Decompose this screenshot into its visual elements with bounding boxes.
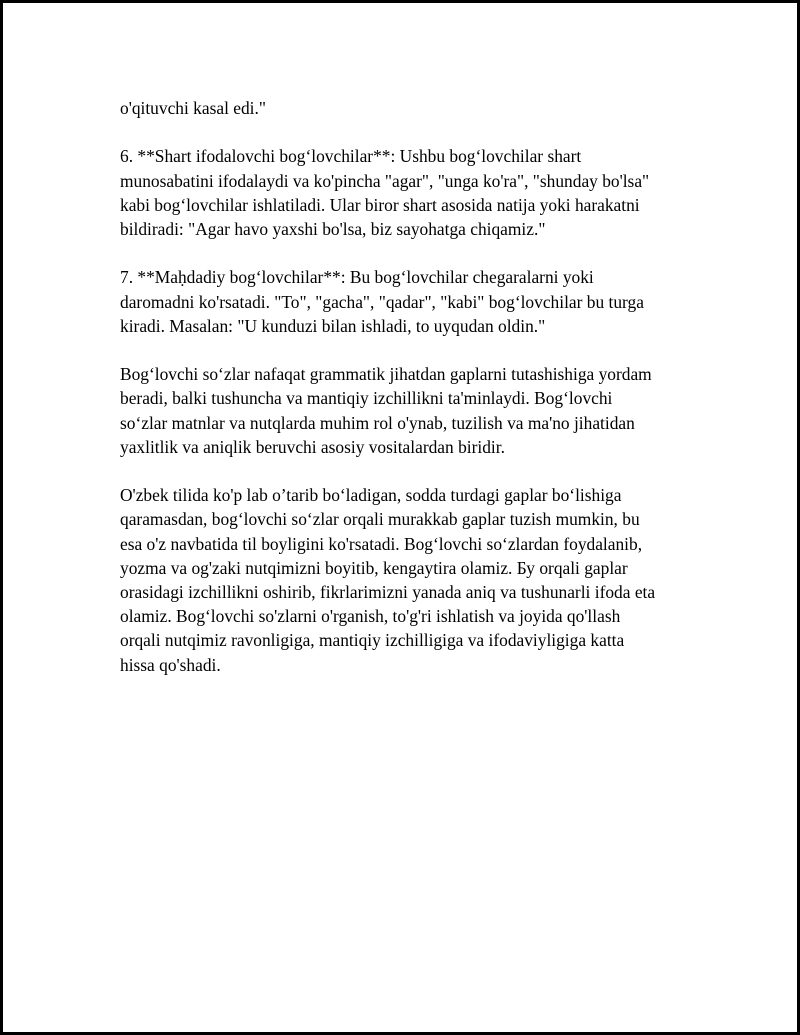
text-line: orasidagi izchillikni oshirib, fikrlarimizni yanada aniq va tushunarli ifoda eta bbox=[120, 582, 656, 602]
text-line: daromadni ko'rsatadi. "To", "gacha", "qadar", "kabi" bog‘lovchilar bu turga bbox=[120, 291, 644, 312]
text-line: esa o'z navbatida til boyligini ko'rsatadi. Bog‘lovchi so‘zlardan foydalanib, bbox=[120, 533, 643, 554]
text-line: Bog‘lovchi so‘zlar nafaqat grammatik jihatdan gaplarni tutashishiga yordam bbox=[120, 364, 652, 385]
text-line: orqali nutqimiz ravonligiga, mantiqiy izchilligiga va ifodaviyligiga katta bbox=[120, 630, 625, 651]
document-body bbox=[120, 96, 690, 701]
text-line: yozma va og'zaki nutqimizni boyitib, kengaytira olamiz. Бу orqali gaplar bbox=[120, 557, 628, 578]
paragraph-limiting-conjunctions bbox=[120, 265, 690, 338]
paragraph-conditional-conjunctions bbox=[120, 144, 690, 241]
text-line: 6. **Shart ifodalovchi bog‘lovchilar**: Ushbu bog‘lovchilar shart bbox=[120, 146, 582, 167]
text-line: O'zbek tilida ko'p lab o’tarib bo‘ladigan, sodda turdagi gaplar bo‘lishiga bbox=[120, 485, 622, 506]
text-line: beradi, balki tushuncha va mantiqiy izchillikni ta'minlaydi. Bog‘lovchi bbox=[120, 388, 613, 409]
text-line: kabi bog‘lovchilar ishlatiladi. Ular biror shart asosida natija yoki harakatni bbox=[120, 194, 640, 215]
text-line: so‘zlar matnlar va nutqlarda muhim rol o'ynab, tuzilish va ma'no jihatidan bbox=[120, 412, 635, 433]
text-line: o'qituvchi kasal edi." bbox=[120, 98, 266, 118]
text-line: qaramasdan, bog‘lovchi so‘zlar orqali murakkab gaplar tuzish mumkin, bu bbox=[120, 509, 640, 530]
text-line: 7. **Maḥdadiy bog‘lovchilar**: Bu bog‘lovchilar chegaralarni yoki bbox=[120, 267, 594, 288]
text-line: yaxlitlik va aniqlik beruvchi asosiy vositalardan biridir. bbox=[120, 436, 505, 457]
paragraph-continuation bbox=[120, 96, 690, 120]
text-line: hissa qo'shadi. bbox=[120, 654, 221, 675]
paragraph-conjunction-role bbox=[120, 362, 690, 459]
paragraph-conclusion bbox=[120, 483, 690, 677]
text-line: olamiz. Bog‘lovchi so'zlarni o'rganish, to'g'ri ishlatish va joyida qo'llash bbox=[120, 606, 621, 627]
text-line: munosabatini ifodalaydi va ko'pincha "agar", "unga ko'ra", "shunday bo'lsa" bbox=[120, 170, 650, 191]
text-line: kiradi. Masalan: "U kunduzi bilan ishladi, to uyqudan oldin." bbox=[120, 315, 546, 336]
text-line: bildiradi: "Agar havo yaxshi bo'lsa, biz sayohatga chiqamiz." bbox=[120, 219, 546, 239]
